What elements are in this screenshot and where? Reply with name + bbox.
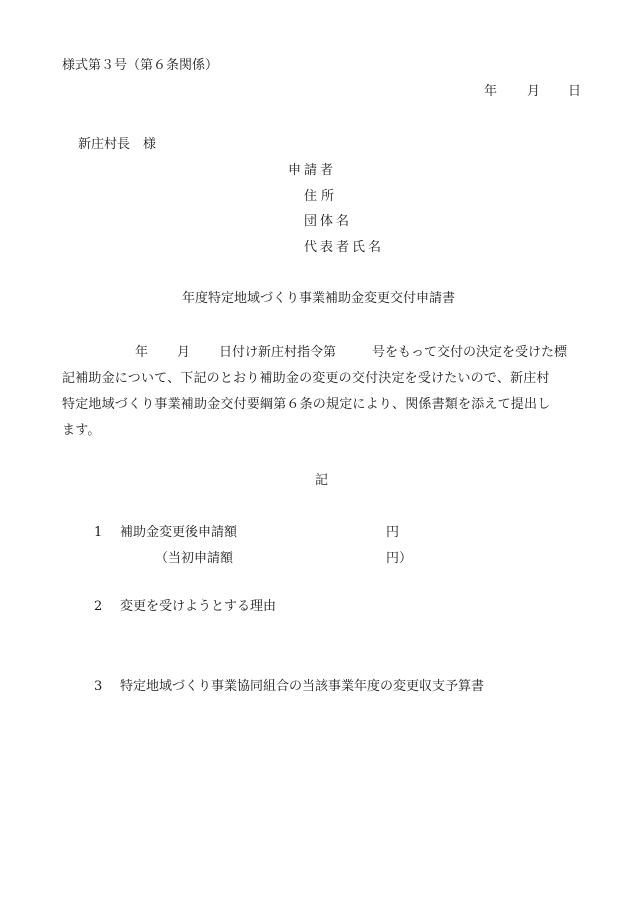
item-1-sub-label: （当初申請額 bbox=[155, 551, 234, 566]
body-line-3: 特定地域づくり事業補助金交付要綱第６条の規定により、関係書類を添えて提出し bbox=[62, 397, 551, 412]
body-line-4: ます。 bbox=[62, 423, 101, 438]
body-rest-b: 号をもって交付の決定を受けた標 bbox=[372, 345, 568, 360]
applicant-label: 申請者 bbox=[288, 163, 337, 178]
ki-heading: 記 bbox=[315, 473, 329, 488]
document-title: 年度特定地域づくり事業補助金変更交付申請書 bbox=[182, 291, 456, 306]
body-rest-a: 日付け新庄村指令第 bbox=[219, 345, 337, 360]
item-1-sub-unit: 円） bbox=[386, 551, 413, 566]
applicant-address: 住所 bbox=[304, 189, 339, 204]
date-day: 日 bbox=[568, 84, 582, 99]
body-line-2: 記補助金について、下記のとおり補助金の変更の交付決定を受けたいので、新庄村 bbox=[62, 371, 550, 386]
body-month: 月 bbox=[177, 345, 191, 360]
item-3-label: 特定地域づくり事業協同組合の当該事業年度の変更収支予算書 bbox=[120, 679, 485, 694]
item-2-label: 変更を受けようとする理由 bbox=[120, 599, 277, 614]
addressee: 新庄村長 様 bbox=[78, 137, 157, 152]
item-1-label: 補助金変更後申請額 bbox=[120, 525, 238, 540]
applicant-organization: 団体名 bbox=[304, 214, 353, 229]
date-year: 年 bbox=[484, 84, 498, 99]
applicant-representative: 代表者氏名 bbox=[304, 240, 385, 255]
item-1-unit: 円 bbox=[386, 525, 400, 540]
item-3-number: 3 bbox=[94, 679, 103, 694]
body-year: 年 bbox=[135, 345, 149, 360]
date-month: 月 bbox=[527, 84, 541, 99]
item-1-number: 1 bbox=[94, 525, 103, 540]
item-2-number: 2 bbox=[94, 599, 103, 614]
form-number: 様式第３号（第６条関係） bbox=[62, 58, 219, 73]
